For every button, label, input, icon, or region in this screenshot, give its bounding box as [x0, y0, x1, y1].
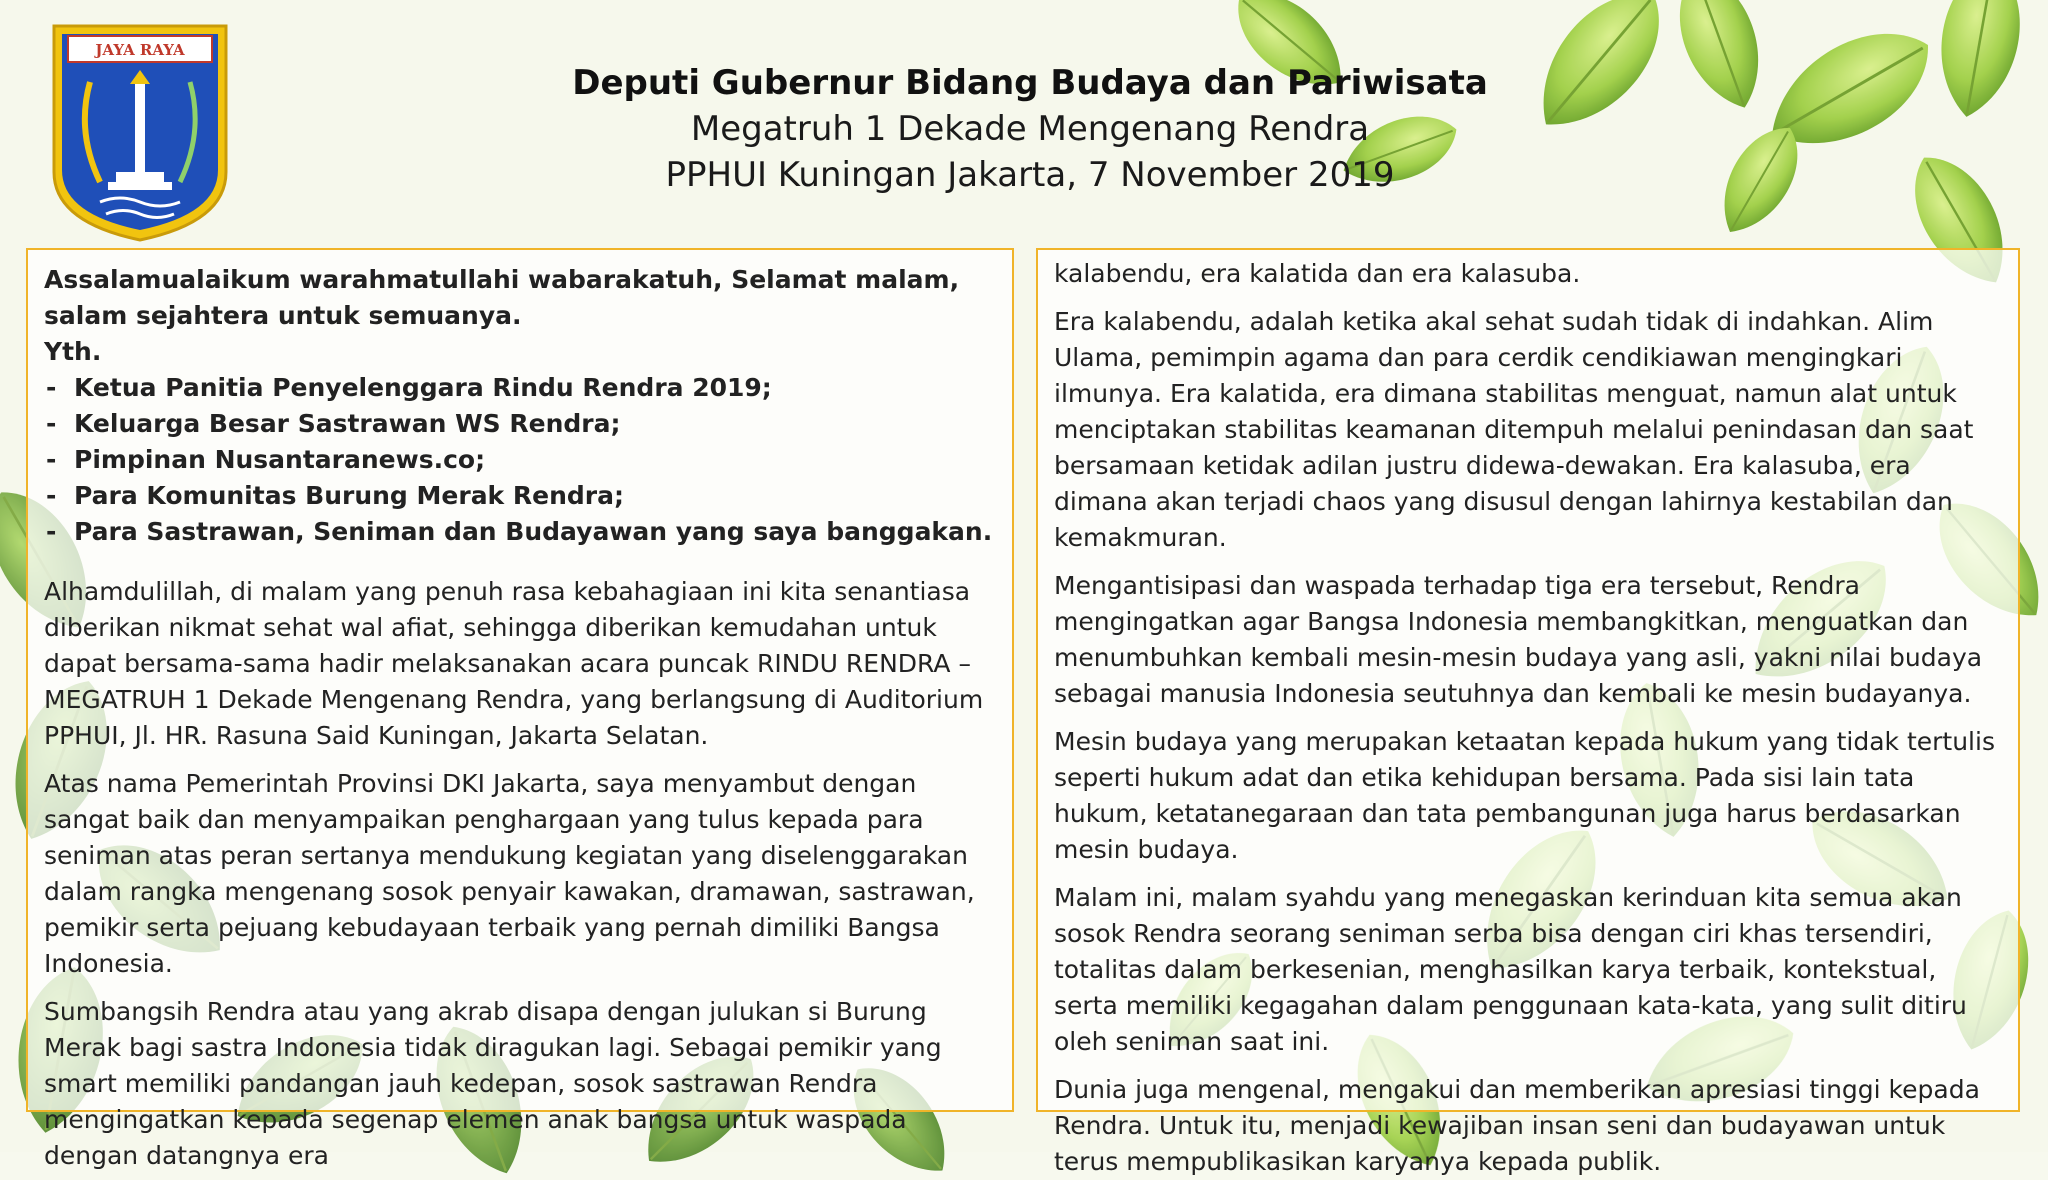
- paragraph: Malam ini, malam syahdu yang menegaskan kerinduan kita semua akan sosok Rendra seorang seniman serba bisa dengan ciri khas tersendiri, totalitas dalam berkesenian, menghasilkan karya terbaik, kontekstual, serta memiliki kegagahan dalam penggunaan kata-kata, yang sulit ditiru oleh seniman saat ini.: [1054, 883, 1967, 1056]
- paragraph: Sumbangsih Rendra atau yang akrab disapa dengan julukan si Burung Merak bagi sastra Indonesia tidak diragukan lagi. Sebagai pemikir yang smart memiliki pandangan jauh kedepan, sosok sastrawan Rendra mengingatkan kepada segenap elemen anak bangsa untuk waspada dengan datangnya era: [44, 997, 942, 1170]
- paragraph: Atas nama Pemerintah Provinsi DKI Jakarta, saya menyambut dengan sangat baik dan menyampaikan penghargaan yang tulus kepada para seniman atas peran sertanya mendukung kegiatan yang diselenggarakan dalam rangka mengenang sosok penyair kawakan, dramawan, sastrawan, pemikir serta pejuang kebudayaan terbaik yang pernah dimiliki Bangsa Indonesia.: [44, 769, 975, 978]
- venue-date: PPHUI Kuningan Jakarta, 7 November 2019: [665, 155, 1395, 195]
- list-item: - Pimpinan Nusantaranews.co;: [44, 442, 996, 478]
- list-item: - Para Sastrawan, Seniman dan Budayawan yang saya banggakan.: [44, 514, 996, 550]
- paragraph: Alhamdulillah, di malam yang penuh rasa kebahagiaan ini kita senantiasa diberikan nikmat sehat wal afiat, sehingga diberikan kemudahan untuk dapat bersama-sama hadir melaksanakan acara puncak RINDU RENDRA – MEGATRUH 1 Dekade Mengenang Rendra, yang berlangsung di Auditorium PPHUI, Jl. HR. Rasuna Said Kuningan, Jakarta Selatan.: [44, 577, 984, 750]
- addressee-list: [44, 370, 996, 550]
- list-item: - Keluarga Besar Sastrawan WS Rendra;: [44, 406, 996, 442]
- yth-label: Yth.: [44, 337, 102, 366]
- paragraph: Mesin budaya yang merupakan ketaatan kepada hukum yang tidak tertulis seperti hukum adat dan etika kehidupan bersama. Pada sisi lain tata hukum, ketatanegaraan dan tata pembangunan juga harus berdasarkan mesin budaya.: [1054, 727, 1995, 864]
- paragraph: Mengantisipasi dan waspada terhadap tiga era tersebut, Rendra mengingatkan agar Bangsa Indonesia membangkitkan, menguatkan dan menumbuhkan kembali mesin-mesin budaya yang asli, yakni nilai budaya sebagai manusia Indonesia seutuhnya dan kembali ke mesin budayanya.: [1054, 571, 1983, 708]
- greeting: Assalamualaikum warahmatullahi wabarakatuh, Selamat malam, salam sejahtera untuk semuanya.: [44, 265, 960, 330]
- paragraph: Era kalabendu, adalah ketika akal sehat sudah tidak di indahkan. Alim Ulama, pemimpin agama dan para cerdik cendikiawan mengingkari ilmunya. Era kalatida, era dimana stabilitas menguat, namun alat untuk menciptakan stabilitas keamanan ditempuh melalui penindasan dan saat bersamaan ketidak adilan justru didewa-dewakan. Era kalasuba, era dimana akan terjadi chaos yang disusul dengan lahirnya kestabilan dan kemakmuran.: [1054, 307, 1974, 552]
- spacer: [44, 550, 996, 574]
- jakarta-coat-of-arms-icon: [50, 22, 230, 244]
- paragraph: Dunia juga mengenal, mengakui dan memberikan apresiasi tinggi kepada Rendra. Untuk itu, menjadi kewajiban insan seni dan budayawan untuk terus mempublikasikan karyanya kepada publik.: [1054, 1075, 1980, 1176]
- speech-column-right: [1036, 248, 2020, 1176]
- speech-column-left: [26, 248, 1014, 1170]
- logo-banner-text: JAYA RAYA: [95, 41, 185, 59]
- page-title: Deputi Gubernur Bidang Budaya dan Pariwisata: [572, 63, 1488, 103]
- page-subtitle: Megatruh 1 Dekade Mengenang Rendra: [690, 109, 1370, 149]
- list-item: - Ketua Panitia Penyelenggara Rindu Rendra 2019;: [44, 370, 996, 406]
- list-item: - Para Komunitas Burung Merak Rendra;: [44, 478, 996, 514]
- slide-header: [480, 60, 1580, 198]
- paragraph: kalabendu, era kalatida dan era kalasuba.: [1054, 259, 1581, 288]
